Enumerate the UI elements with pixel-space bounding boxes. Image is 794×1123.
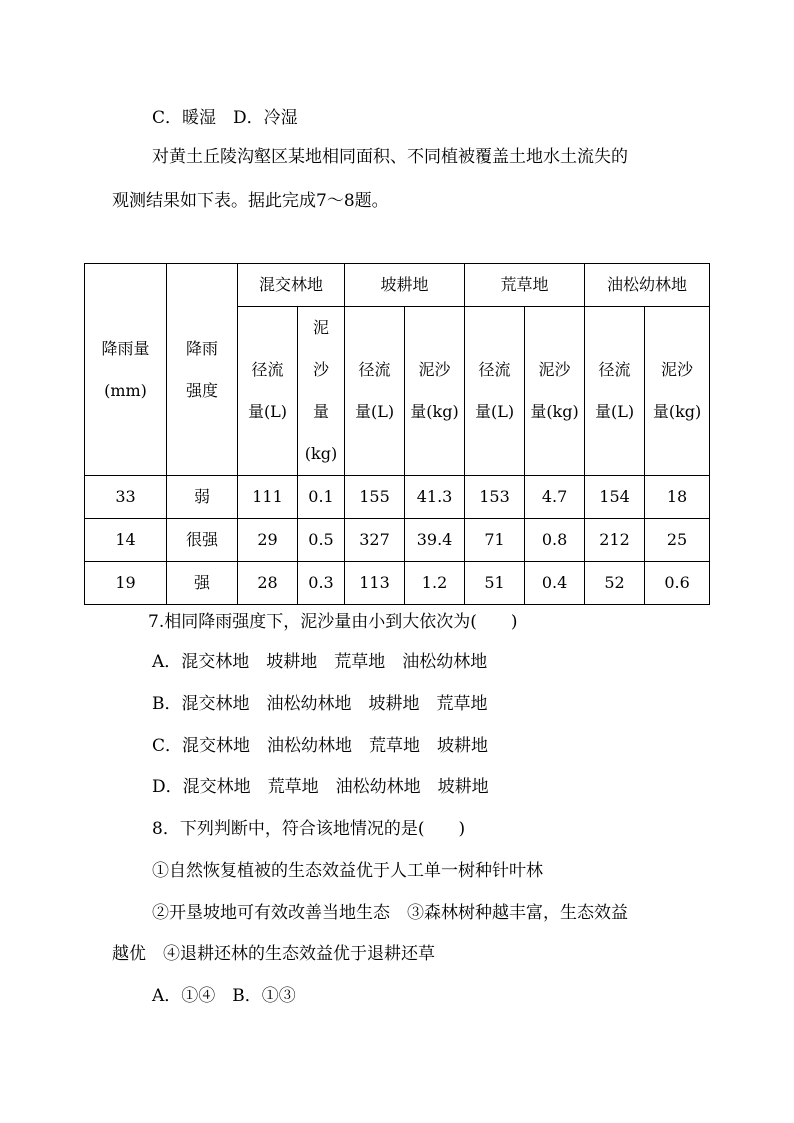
question-8-options: A．①④ B．①③ [152, 986, 296, 1006]
header-slope-farmland: 坡耕地 [345, 264, 465, 307]
option-line-cd: C．暖湿 D．冷湿 [152, 108, 298, 128]
table-row [85, 476, 710, 519]
header-intensity: 降雨 强度 [167, 264, 238, 476]
table-row [85, 562, 710, 605]
table-cell: 111 [238, 476, 298, 519]
table-cell: 155 [345, 476, 405, 519]
intro-line-2: 观测结果如下表。据此完成7～8题。 [112, 191, 389, 211]
question-8-statement-1: ①自然恢复植被的生态效益优于人工单一树种针叶林 [152, 861, 543, 881]
subheader-runoff: 径流 量(L) [345, 307, 405, 476]
table-cell: 39.4 [405, 519, 465, 562]
subheader-silt: 泥沙 量(kg) [645, 307, 710, 476]
header-rainfall: 降雨量 (mm) [85, 264, 167, 476]
table-cell: 153 [465, 476, 525, 519]
table-cell: 1.2 [405, 562, 465, 605]
header-mixed-forest: 混交林地 [238, 264, 345, 307]
table-cell: 0.1 [298, 476, 345, 519]
table-cell: 28 [238, 562, 298, 605]
subheader-runoff: 径流 量(L) [585, 307, 645, 476]
table-row [85, 519, 710, 562]
subheader-silt: 泥 沙 量 (kg) [298, 307, 345, 476]
table-cell: 29 [238, 519, 298, 562]
table-cell: 很强 [167, 519, 238, 562]
table-cell: 0.5 [298, 519, 345, 562]
question-8-statement-2-3: ②开垦坡地可有效改善当地生态 ③森林树种越丰富，生态效益 [152, 903, 628, 923]
table-cell: 154 [585, 476, 645, 519]
table-cell: 0.4 [525, 562, 585, 605]
question-7-stem: 7.相同降雨强度下，泥沙量由小到大依次为( ) [148, 612, 518, 632]
table-cell: 强 [167, 562, 238, 605]
table-cell: 51 [465, 562, 525, 605]
question-7-option-a: A．混交林地 坡耕地 荒草地 油松幼林地 [152, 652, 488, 672]
intro-line-1: 对黄土丘陵沟壑区某地相同面积、不同植被覆盖土地水土流失的 [152, 147, 628, 167]
subheader-silt: 泥沙 量(kg) [405, 307, 465, 476]
question-7-option-b: B．混交林地 油松幼林地 坡耕地 荒草地 [152, 694, 488, 714]
table-cell: 33 [85, 476, 167, 519]
table-cell: 0.8 [525, 519, 585, 562]
subheader-runoff: 径流 量(L) [238, 307, 298, 476]
table-cell: 41.3 [405, 476, 465, 519]
table-cell: 113 [345, 562, 405, 605]
table-cell: 14 [85, 519, 167, 562]
table-cell: 71 [465, 519, 525, 562]
table-cell: 4.7 [525, 476, 585, 519]
subheader-silt: 泥沙 量(kg) [525, 307, 585, 476]
header-grassland: 荒草地 [465, 264, 585, 307]
table-cell: 0.6 [645, 562, 710, 605]
table-cell: 18 [645, 476, 710, 519]
table-cell: 52 [585, 562, 645, 605]
header-pine-forest: 油松幼林地 [585, 264, 710, 307]
table-cell: 弱 [167, 476, 238, 519]
table-cell: 19 [85, 562, 167, 605]
subheader-runoff: 径流 量(L) [465, 307, 525, 476]
table-cell: 327 [345, 519, 405, 562]
table-cell: 25 [645, 519, 710, 562]
question-7-option-c: C．混交林地 油松幼林地 荒草地 坡耕地 [152, 736, 489, 756]
observation-table [84, 263, 710, 605]
question-7-option-d: D．混交林地 荒草地 油松幼林地 坡耕地 [152, 777, 489, 797]
question-8-statement-4: 越优 ④退耕还林的生态效益优于退耕还草 [112, 944, 435, 964]
table-cell: 0.3 [298, 562, 345, 605]
table-cell: 212 [585, 519, 645, 562]
question-8-stem: 8．下列判断中，符合该地情况的是( ) [152, 819, 466, 839]
